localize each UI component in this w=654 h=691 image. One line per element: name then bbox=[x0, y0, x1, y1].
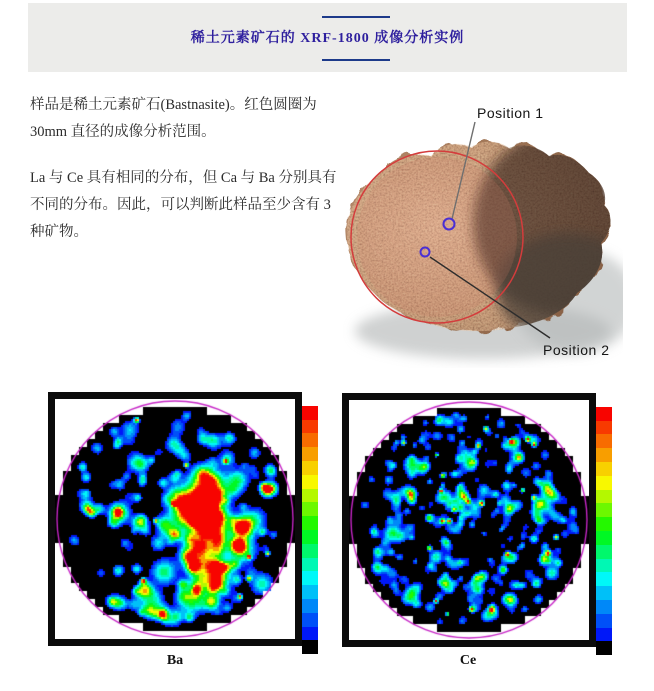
ce-distribution-map bbox=[349, 400, 589, 640]
position1-label: Position 1 bbox=[477, 105, 544, 121]
intro-line: 种矿物。 bbox=[30, 224, 88, 240]
ba-colorbar bbox=[302, 392, 318, 654]
ba-distribution-map bbox=[55, 399, 295, 639]
map-panel-ba bbox=[48, 392, 302, 646]
intro-line: La 与 Ce 具有相同的分布，但 Ca 与 Ba 分别具有 bbox=[30, 170, 337, 186]
sample-photo bbox=[333, 93, 623, 368]
ce-map-label: Ce bbox=[459, 653, 477, 668]
intro-line: 样品是稀土元素矿石(Bastnasite)。红色圆圈为 bbox=[30, 97, 317, 113]
header-banner bbox=[28, 3, 627, 72]
ce-colorbar bbox=[596, 393, 612, 655]
intro-paragraph-1 bbox=[30, 92, 360, 146]
header-rule-bottom bbox=[322, 59, 390, 61]
page-title: 稀土元素矿石的 XRF-1800 成像分析实例 bbox=[190, 31, 465, 46]
position2-label: Position 2 bbox=[543, 342, 610, 358]
header-rule-top bbox=[322, 16, 390, 18]
intro-paragraph-2 bbox=[30, 165, 360, 246]
rock-photo-graphic bbox=[333, 93, 623, 368]
intro-line: 不同的分布。因此，可以判断此样品至少含有 3 bbox=[30, 197, 331, 213]
map-panel-ce bbox=[342, 393, 596, 647]
ba-map-label: Ba bbox=[166, 653, 184, 668]
intro-line: 30mm 直径的成像分析范围。 bbox=[30, 124, 216, 140]
